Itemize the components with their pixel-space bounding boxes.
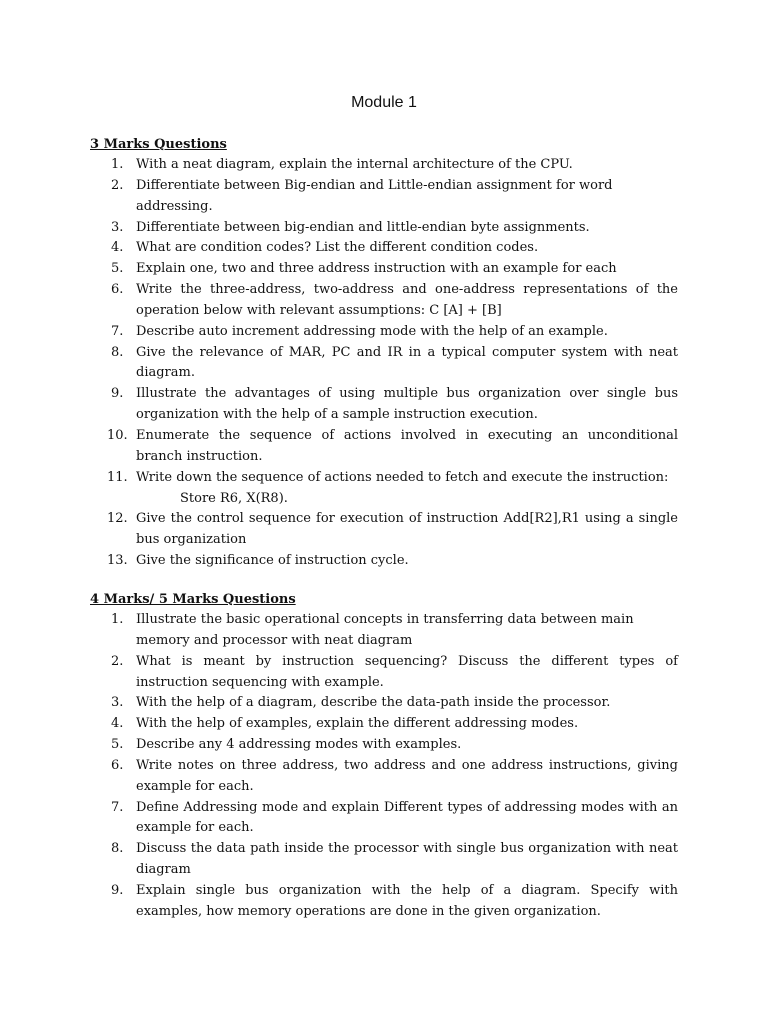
question-item: [90, 610, 678, 652]
question-text: What is meant by instruction sequencing? Discuss the different types of instruction sequencing with example.: [136, 653, 678, 690]
question-number: 1.: [111, 612, 124, 627]
question-list: [90, 610, 678, 923]
document-title: Module 1: [351, 94, 417, 111]
question-text: Describe any 4 addressing modes with examples.: [136, 737, 462, 753]
question-text: Explain one, two and three address instruction with an example for each: [136, 261, 617, 277]
question-text: Discuss the data path inside the processor with single bus organization with neat diagram: [136, 841, 678, 878]
question-number: 5.: [111, 737, 124, 753]
question-text: With the help of a diagram, describe the data-path inside the processor.: [136, 695, 611, 711]
question-item: [90, 426, 678, 468]
question-text: Illustrate the advantages of using multiple bus organization over single bus organization with the help of a sample instruction execution.: [136, 386, 678, 423]
question-item: [90, 322, 678, 343]
question-item: [90, 238, 678, 259]
instruction-example: Store R6, X(R8).: [180, 490, 288, 506]
question-text: Differentiate between Big-endian and Little-endian assignment for word addressing.: [136, 177, 613, 214]
question-number: 7.: [111, 323, 124, 339]
question-item: [90, 551, 678, 572]
question-number: 10.: [107, 427, 128, 443]
section-heading: 4 Marks/ 5 Marks Questions: [90, 592, 296, 607]
question-text: Give the control sequence for execution of instruction Add[R2],R1 using a single bus organization: [136, 511, 678, 548]
question-number: 5.: [111, 261, 124, 277]
question-text: Give the relevance of MAR, PC and IR in a typical computer system with neat diagram.: [136, 344, 678, 381]
question-item: [90, 798, 678, 840]
question-number: 13.: [107, 553, 128, 569]
question-text: Write notes on three address, two address and one address instructions, giving example for each.: [136, 757, 678, 794]
question-item: [90, 652, 678, 694]
question-number: 9.: [111, 882, 124, 898]
question-item: [90, 384, 678, 426]
question-item: [90, 468, 678, 510]
question-text: Describe auto increment addressing mode with the help of an example.: [136, 323, 608, 339]
question-number: 3.: [111, 695, 124, 711]
section-4-5-marks: [90, 589, 678, 923]
question-number: 11.: [107, 469, 128, 485]
question-text: Write the three-address, two-address and one-address representations of the operation below with relevant assumptions: C [A] + [B]: [136, 282, 678, 318]
question-item: [90, 218, 678, 239]
question-number: 2.: [111, 653, 124, 669]
question-item: [90, 343, 678, 385]
question-number: 4.: [111, 240, 124, 256]
question-item: [90, 693, 678, 714]
question-text: What are condition codes? List the different condition codes.: [136, 240, 539, 256]
question-number: 9.: [111, 386, 124, 402]
question-text: With the help of examples, explain the different addressing modes.: [136, 716, 579, 732]
question-number: 3.: [111, 219, 124, 235]
question-item: [90, 735, 678, 756]
question-number: 6.: [111, 282, 124, 298]
question-item: [90, 756, 678, 798]
question-item: [90, 155, 678, 176]
question-item: [90, 509, 678, 551]
question-number: 1.: [111, 157, 124, 172]
question-number: 8.: [111, 344, 124, 360]
question-text: With a neat diagram, explain the internal architecture of the CPU.: [136, 157, 573, 172]
question-item: [90, 839, 678, 881]
question-text: Define Addressing mode and explain Different types of addressing modes with an example for each.: [136, 799, 678, 836]
question-number: 12.: [107, 511, 128, 527]
question-item: [90, 176, 678, 218]
question-number: 4.: [111, 716, 124, 732]
question-number: 6.: [111, 757, 124, 773]
question-text: Explain single bus organization with the help of a diagram. Specify with examples, how memory operations are done in the given organization.: [136, 882, 678, 919]
question-number: 7.: [111, 799, 124, 815]
question-number: 8.: [111, 841, 124, 857]
question-item: [90, 280, 678, 322]
question-item: [90, 881, 678, 923]
question-text: Enumerate the sequence of actions involved in executing an unconditional branch instruction.: [136, 427, 678, 464]
question-item: [90, 259, 678, 280]
section-3-marks: [90, 134, 678, 572]
question-text: Differentiate between big-endian and little-endian byte assignments.: [136, 219, 590, 235]
question-list: [90, 155, 678, 572]
question-text: Illustrate the basic operational concepts in transferring data between main memory and processor with neat diagram: [136, 612, 634, 648]
question-item: [90, 714, 678, 735]
question-number: 2.: [111, 177, 124, 193]
section-heading: 3 Marks Questions: [90, 137, 227, 152]
question-text: Give the significance of instruction cycle.: [136, 553, 409, 569]
question-text: Write down the sequence of actions needed to fetch and execute the instruction:: [136, 469, 669, 485]
